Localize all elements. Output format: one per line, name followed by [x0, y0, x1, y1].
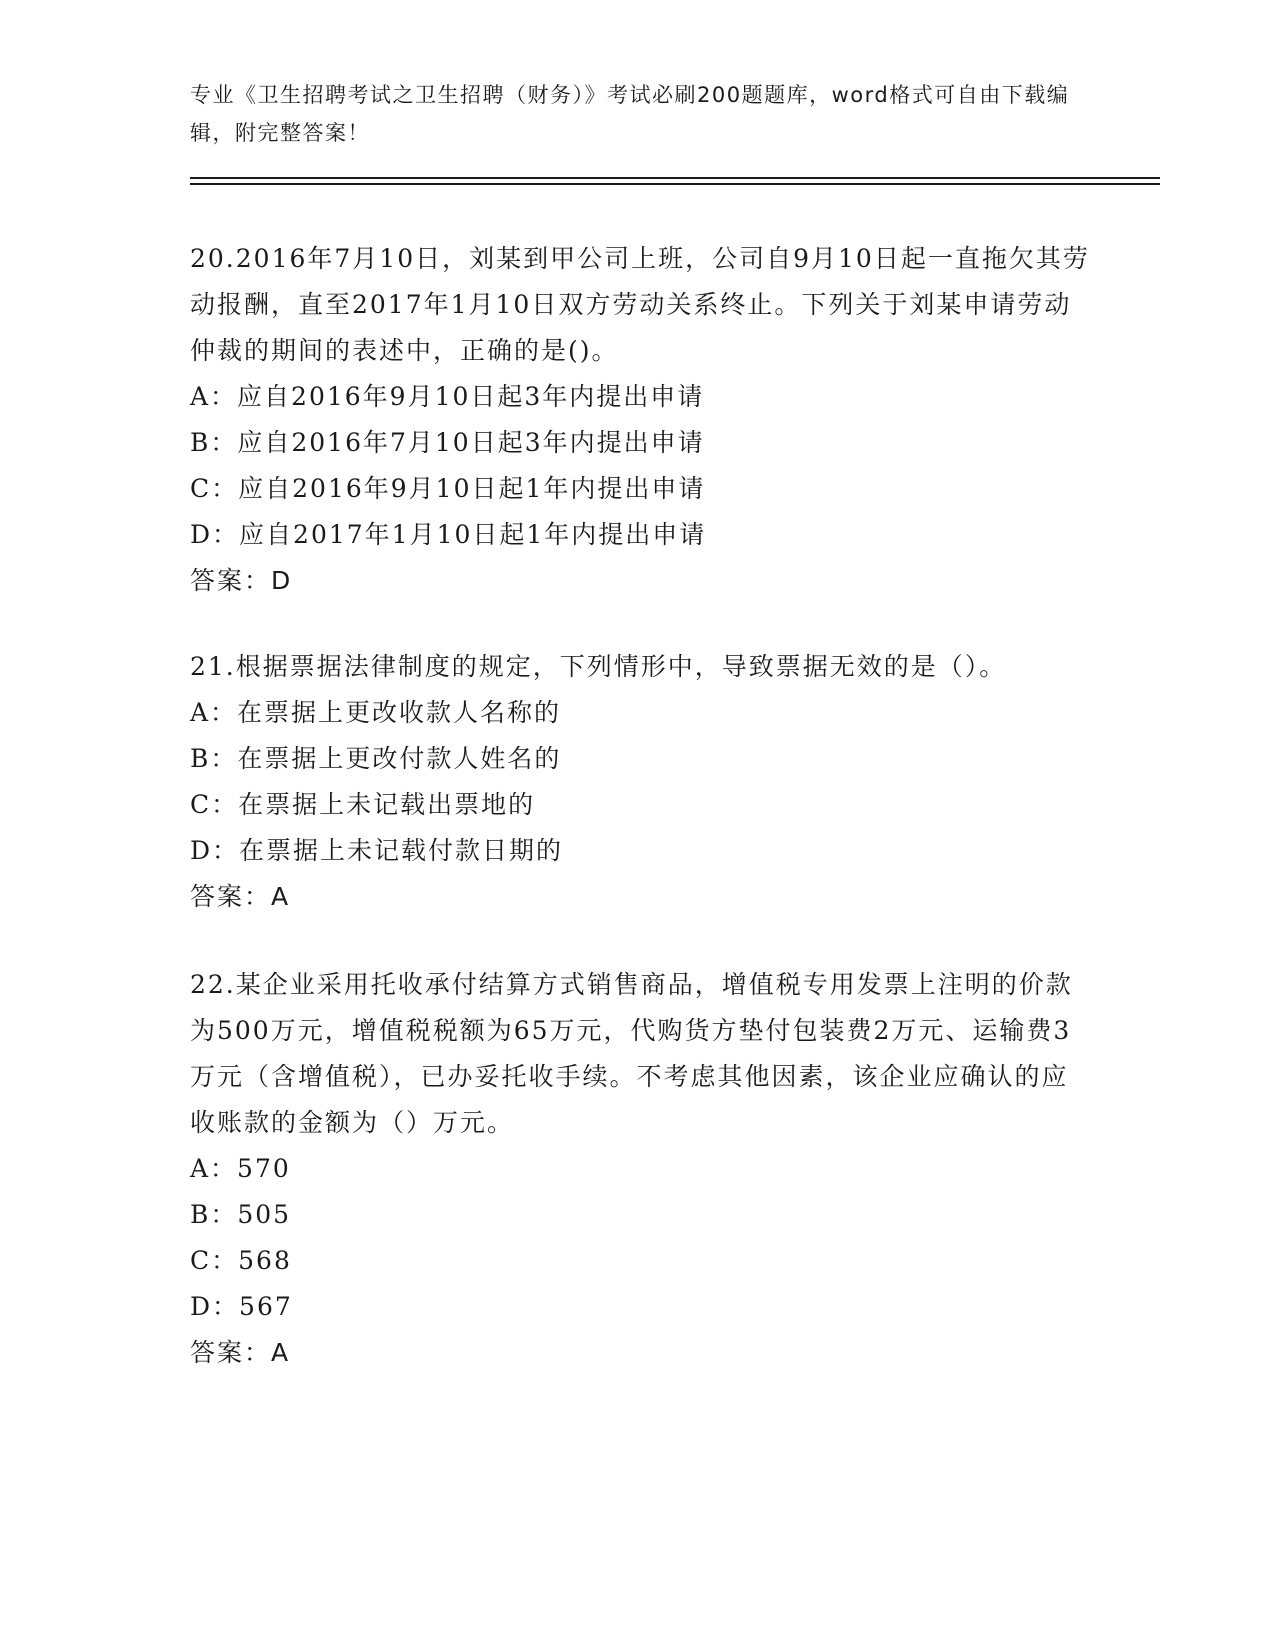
option-d: D：应自2017年1月10日起1年内提出申请 — [190, 520, 707, 549]
question-stem: 20.2016年7月10日，刘某到甲公司上班，公司自9月10日起一直拖欠其劳动报酬，直至2017年1月10日双方劳动关系终止。下列关于刘某申请劳动仲裁的期间的表述中，正确的是()。 — [190, 244, 1090, 365]
header-divider-top — [190, 177, 1160, 179]
option-c: C：在票据上未记载出票地的 — [190, 790, 536, 819]
answer: 答案：D — [190, 566, 293, 595]
question-21 — [190, 644, 1090, 920]
question-22 — [190, 962, 1090, 1376]
option-b: B：在票据上更改付款人姓名的 — [190, 744, 562, 773]
option-b: B：505 — [190, 1200, 292, 1229]
question-stem: 21.根据票据法律制度的规定，下列情形中，导致票据无效的是（）。 — [190, 652, 1007, 681]
answer: 答案：A — [190, 1338, 291, 1367]
option-d: D：在票据上未记载付款日期的 — [190, 836, 564, 865]
answer: 答案：A — [190, 882, 291, 911]
option-a: A：570 — [190, 1154, 291, 1183]
option-a: A：在票据上更改收款人名称的 — [190, 698, 562, 727]
question-stem: 22.某企业采用托收承付结算方式销售商品，增值税专用发票上注明的价款为500万元，增值税税额为65万元，代购货方垫付包装费2万元、运输费3万元（含增值税），已办妥托收手续。不考虑其他因素，该企业应确认的应收账款的金额为（）万元。 — [190, 970, 1073, 1137]
option-d: D：567 — [190, 1292, 293, 1321]
option-b: B：应自2016年7月10日起3年内提出申请 — [190, 428, 705, 457]
option-c: C：应自2016年9月10日起1年内提出申请 — [190, 474, 706, 503]
question-20 — [190, 236, 1090, 604]
header-divider-bottom — [190, 183, 1160, 185]
document-intro: 专业《卫生招聘考试之卫生招聘（财务）》考试必刷200题题库，word格式可自由下载编辑，附完整答案！ — [190, 83, 1070, 145]
option-a: A：应自2016年9月10日起3年内提出申请 — [190, 382, 705, 411]
option-c: C：568 — [190, 1246, 292, 1275]
